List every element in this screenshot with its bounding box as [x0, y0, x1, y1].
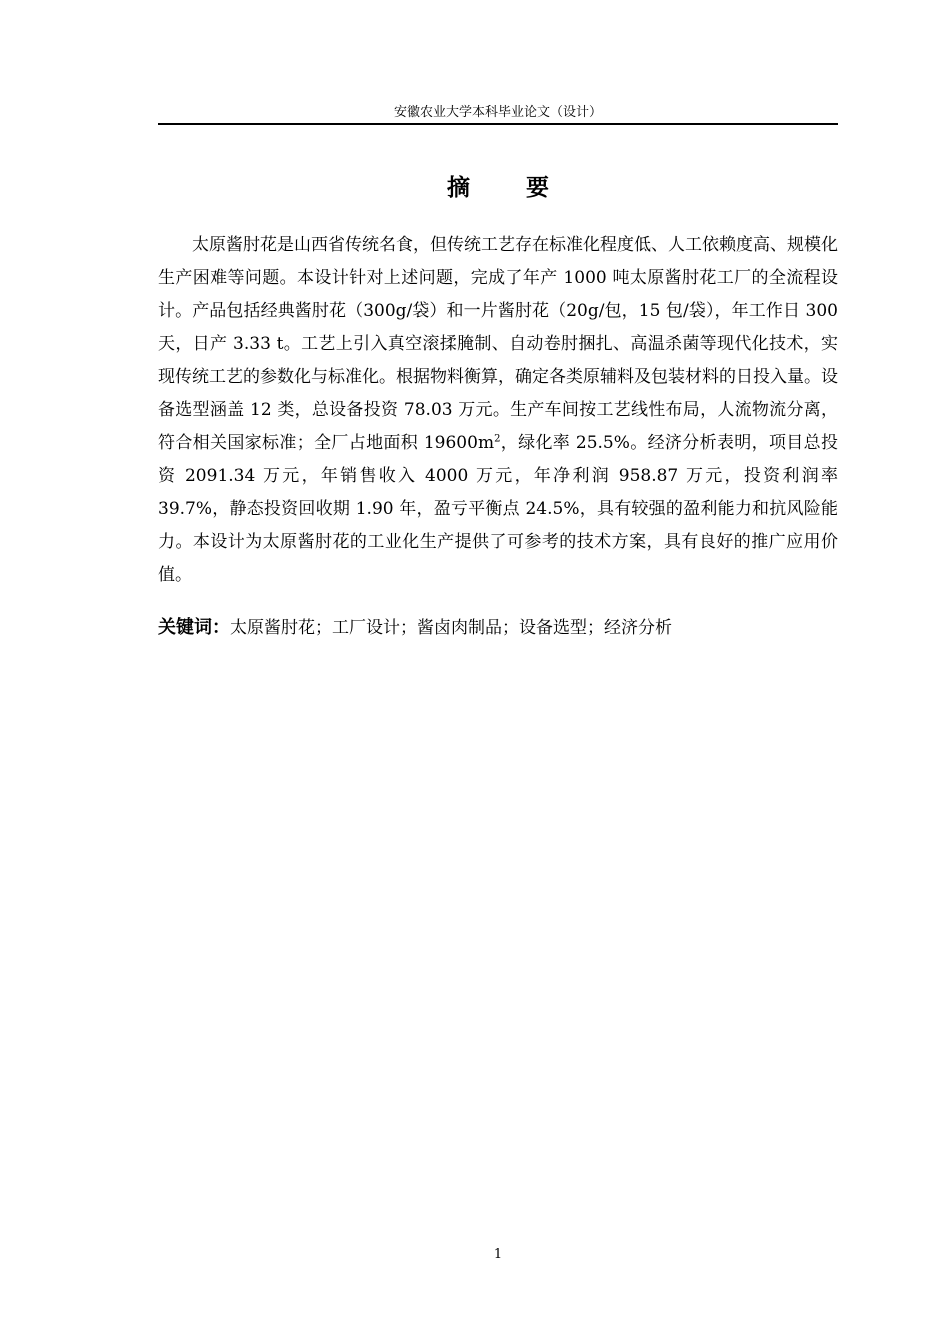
keywords-text: 太原酱肘花；工厂设计；酱卤肉制品；设备选型；经济分析: [230, 618, 672, 638]
keywords-line: [158, 613, 838, 643]
page-header: 安徽农业大学本科毕业论文（设计）: [393, 105, 602, 120]
keywords-label: 关键词：: [158, 617, 230, 638]
area-unit-superscript: 2: [494, 433, 501, 445]
header-rule: [158, 123, 838, 125]
abstract-paragraph: [158, 229, 838, 592]
page-number: 1: [493, 1247, 503, 1262]
abstract-text-part-1: 太原酱肘花是山西省传统名食，但传统工艺存在标准化程度低、人工依赖度高、规模化生产困难等问题。本设计针对上述问题，完成了年产 1000 吨太原酱肘花工厂的全流程设计。产品包括经典酱肘花（300g/袋）和一片酱肘花（20g/包，15 包/袋），年工作日 300 天，日产 3.33 t。工艺上引入真空滚揉腌制、自动卷肘捆扎、高温杀菌等现代化技术，实现传统工艺的参数化与标准化。根据物料衡算，确定各类原辅料及包装材料的日投入量。设备选型涵盖 12 类，总设备投资 78.03 万元。生产车间按工艺线性布局，人流物流分离，符合相关国家标准；全厂占地面积 19600m: [158, 235, 838, 453]
page-title: 摘 要: [446, 175, 573, 201]
abstract-text-part-2: ，绿化率 25.5%。经济分析表明，项目总投资 2091.34 万元，年销售收入 4000 万元，年净利润 958.87 万元，投资利润率 39.7%，静态投资回收期 1.90 年，盈亏平衡点 24.5%，具有较强的盈利能力和抗风险能力。本设计为太原酱肘花的工业化生产提供了可参考的技术方案，具有良好的推广应用价值。: [158, 433, 838, 585]
